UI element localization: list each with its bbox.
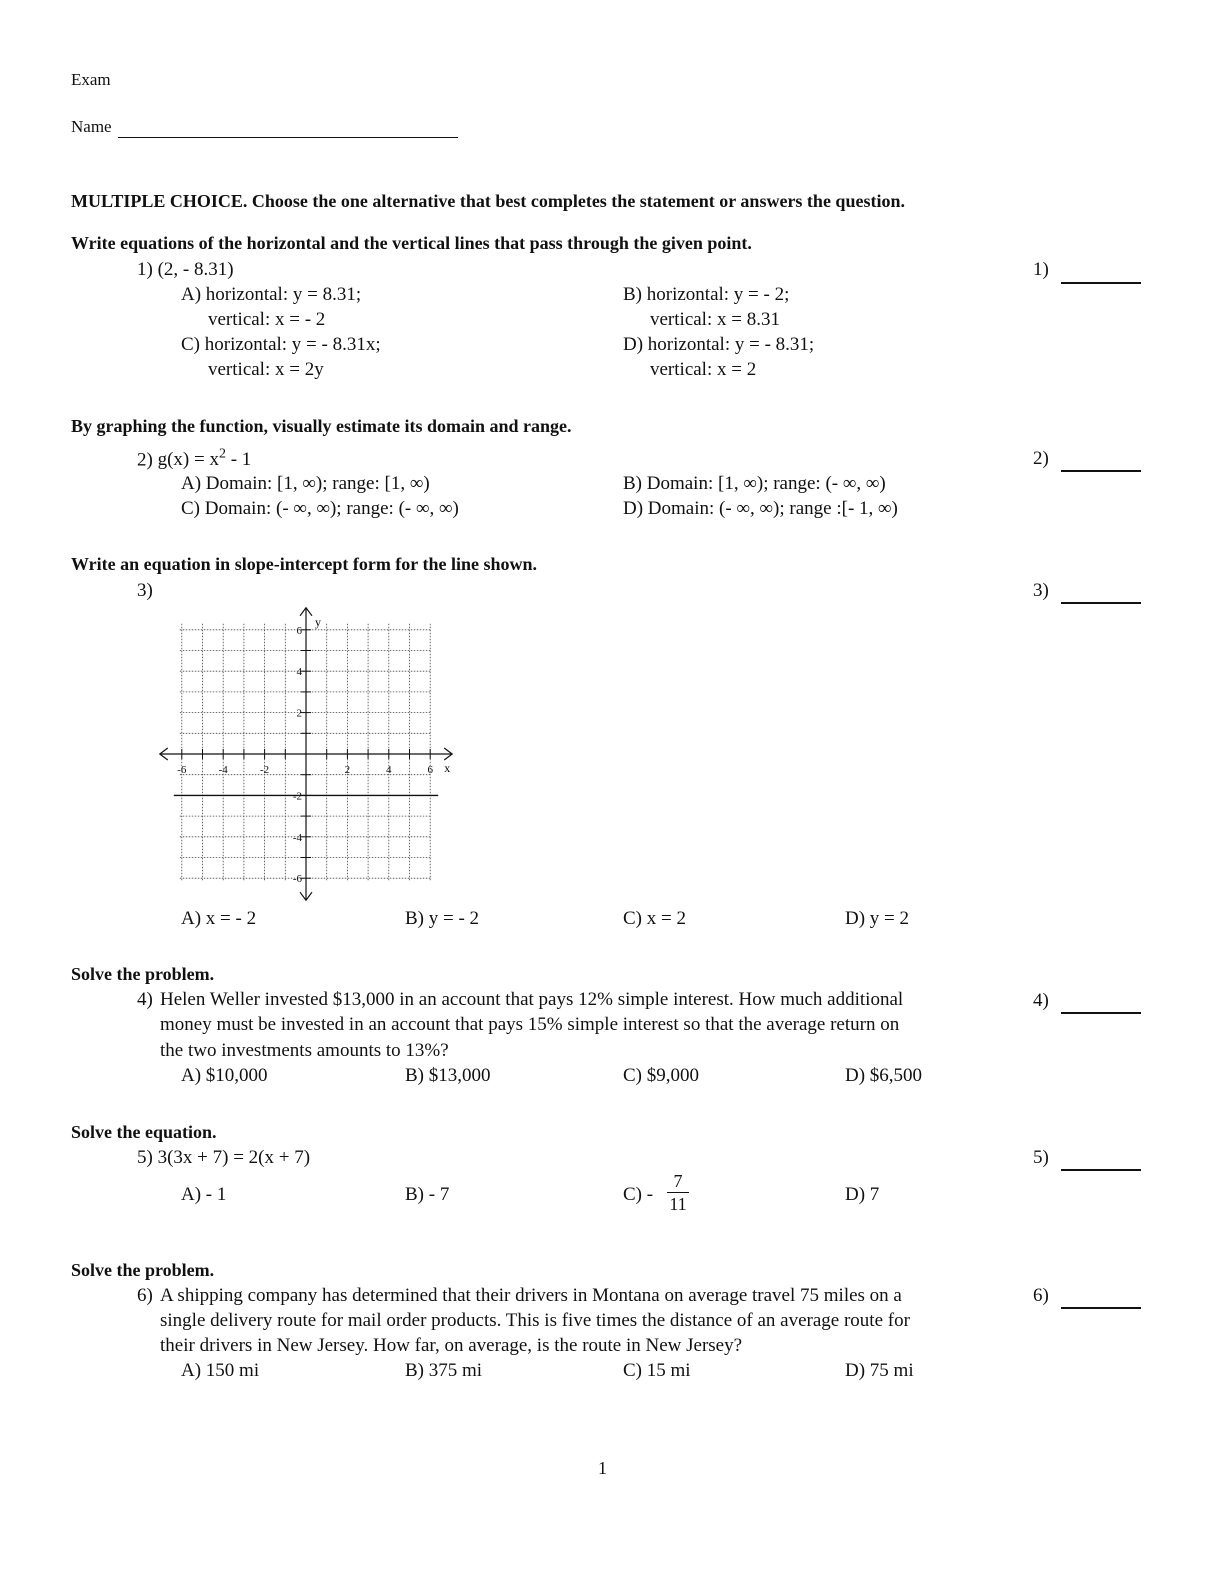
q2-option-d[interactable]: D) Domain: (- ∞, ∞); range :[- 1, ∞) <box>623 498 898 519</box>
question-5 <box>137 1147 310 1169</box>
q3-option-a[interactable]: A) x = - 2 <box>181 908 257 929</box>
x-tick-label: -4 <box>218 764 228 776</box>
q5-option-c-numerator: 7 <box>673 1171 683 1191</box>
y-tick-label: 6 <box>296 624 302 637</box>
question-2-stem-base: g(x) = x <box>157 449 219 471</box>
graph-y-axis-label: y <box>315 614 321 629</box>
question-4-number: 4) <box>137 989 153 1010</box>
q1-option-a-line1[interactable]: A) horizontal: y = 8.31; <box>181 284 362 305</box>
q2-option-a[interactable]: A) Domain: [1, ∞); range: [1, ∞) <box>181 473 430 494</box>
question-2-stem-exponent: 2 <box>218 447 226 462</box>
q1-option-d-line2: vertical: x = 2 <box>650 359 757 380</box>
q6-option-c[interactable]: C) 15 mi <box>623 1360 691 1381</box>
question-6-line-1: A shipping company has determined that their drivers in Montana on average travel 75 miles on a <box>160 1285 902 1306</box>
page-number: 1 <box>598 1458 607 1478</box>
question-2-number: 2) <box>137 449 153 471</box>
answer-6-label: 6) <box>1033 1285 1049 1306</box>
fraction-bar <box>667 1192 689 1193</box>
q5-option-a[interactable]: A) - 1 <box>181 1184 227 1205</box>
q6-option-b[interactable]: B) 375 mi <box>405 1360 483 1381</box>
q1-option-a-line2: vertical: x = - 2 <box>208 309 326 330</box>
q4-option-b[interactable]: B) $13,000 <box>405 1065 491 1086</box>
section-heading-5: Solve the equation. <box>71 1122 217 1142</box>
question-1 <box>137 259 234 281</box>
y-tick-label: -6 <box>292 873 302 886</box>
answer-1-label: 1) <box>1033 259 1049 280</box>
q5-option-b[interactable]: B) - 7 <box>405 1184 450 1205</box>
q4-option-a[interactable]: A) $10,000 <box>181 1065 268 1086</box>
section-heading-4: Solve the problem. <box>71 964 215 984</box>
question-6-line-2: single delivery route for mail order products. This is five times the distance of an average route for <box>160 1310 910 1331</box>
question-1-number: 1) <box>137 259 153 280</box>
y-tick-label: -4 <box>292 831 302 844</box>
q5-option-c-denominator: 11 <box>669 1194 687 1214</box>
question-6-line-3: their drivers in New Jersey. How far, on average, is the route in New Jersey? <box>160 1335 743 1356</box>
q1-option-c-line2: vertical: x = 2y <box>208 359 324 380</box>
q4-option-c[interactable]: C) $9,000 <box>623 1065 699 1086</box>
q5-option-c-fraction[interactable] <box>667 1171 689 1214</box>
y-tick-label: 2 <box>296 707 302 720</box>
answer-3-blank[interactable] <box>1061 602 1141 604</box>
instructions <box>71 191 905 212</box>
section-heading-2: By graphing the function, visually estimate its domain and range. <box>71 416 572 436</box>
exam-title: Exam <box>71 70 111 89</box>
graph-grid <box>180 624 430 880</box>
x-tick-label: 6 <box>427 764 433 776</box>
answer-2-blank[interactable] <box>1061 470 1141 472</box>
q4-option-d[interactable]: D) $6,500 <box>845 1065 923 1086</box>
answer-5-label: 5) <box>1033 1147 1049 1168</box>
section-heading-1: Write equations of the horizontal and the vertical lines that pass through the given point. <box>71 233 752 253</box>
answer-4-blank[interactable] <box>1061 1012 1141 1014</box>
section-heading-3: Write an equation in slope-intercept form for the line shown. <box>71 554 537 574</box>
q2-option-c[interactable]: C) Domain: (- ∞, ∞); range: (- ∞, ∞) <box>181 498 459 519</box>
question-6-number: 6) <box>137 1285 153 1306</box>
q1-option-d-line1[interactable]: D) horizontal: y = - 8.31; <box>623 334 815 355</box>
x-tick-label: -2 <box>260 764 270 776</box>
name-field-line[interactable] <box>118 137 458 138</box>
graph-axes <box>160 608 452 900</box>
y-tick-label: -2 <box>292 790 302 803</box>
x-tick-label: 2 <box>344 764 351 776</box>
section-heading-6: Solve the problem. <box>71 1260 215 1280</box>
question-4-line-1: Helen Weller invested $13,000 in an account that pays 12% simple interest. How much additional <box>160 989 904 1010</box>
question-5-stem: 3(3x + 7) = 2(x + 7) <box>157 1147 311 1168</box>
answer-1-blank[interactable] <box>1061 282 1141 284</box>
answer-4-label: 4) <box>1033 990 1049 1011</box>
instructions-text: MULTIPLE CHOICE. Choose the one alternative that best completes the statement or answers the question. <box>71 191 905 211</box>
question-2 <box>137 447 251 471</box>
q1-option-b-line2: vertical: x = 8.31 <box>650 309 780 330</box>
q3-option-d[interactable]: D) y = 2 <box>845 908 910 929</box>
question-5-number: 5) <box>137 1147 153 1168</box>
q3-option-c[interactable]: C) x = 2 <box>623 908 686 929</box>
question-2-stem-tail: - 1 <box>225 449 252 471</box>
name-label: Name <box>71 117 112 136</box>
coordinate-graph <box>150 600 470 910</box>
x-tick-label: 4 <box>386 764 392 776</box>
q1-option-c-line1[interactable]: C) horizontal: y = - 8.31x; <box>181 334 381 355</box>
graph-ticks <box>177 625 433 885</box>
question-2-stem <box>158 449 252 470</box>
q2-option-b[interactable]: B) Domain: [1, ∞); range: (- ∞, ∞) <box>623 473 886 494</box>
answer-6-blank[interactable] <box>1061 1307 1141 1309</box>
answer-5-blank[interactable] <box>1061 1169 1141 1171</box>
question-4-line-3: the two investments amounts to 13%? <box>160 1040 449 1061</box>
q6-option-a[interactable]: A) 150 mi <box>181 1360 260 1381</box>
y-tick-label: 4 <box>296 666 302 679</box>
x-tick-label: -6 <box>177 764 187 776</box>
q1-option-b-line1[interactable]: B) horizontal: y = - 2; <box>623 284 790 305</box>
q5-option-c-prefix[interactable]: C) - <box>623 1184 654 1205</box>
graph-x-axis-label: x <box>444 761 451 775</box>
answer-2-label: 2) <box>1033 448 1049 469</box>
q5-option-d[interactable]: D) 7 <box>845 1184 880 1205</box>
q6-option-d[interactable]: D) 75 mi <box>845 1360 914 1381</box>
question-4-line-2: money must be invested in an account that pays 15% simple interest so that the average return on <box>160 1014 900 1035</box>
q3-option-b[interactable]: B) y = - 2 <box>405 908 480 929</box>
answer-3-label: 3) <box>1033 580 1049 601</box>
question-3-number: 3) <box>137 580 153 601</box>
question-1-stem: (2, - 8.31) <box>157 259 234 280</box>
